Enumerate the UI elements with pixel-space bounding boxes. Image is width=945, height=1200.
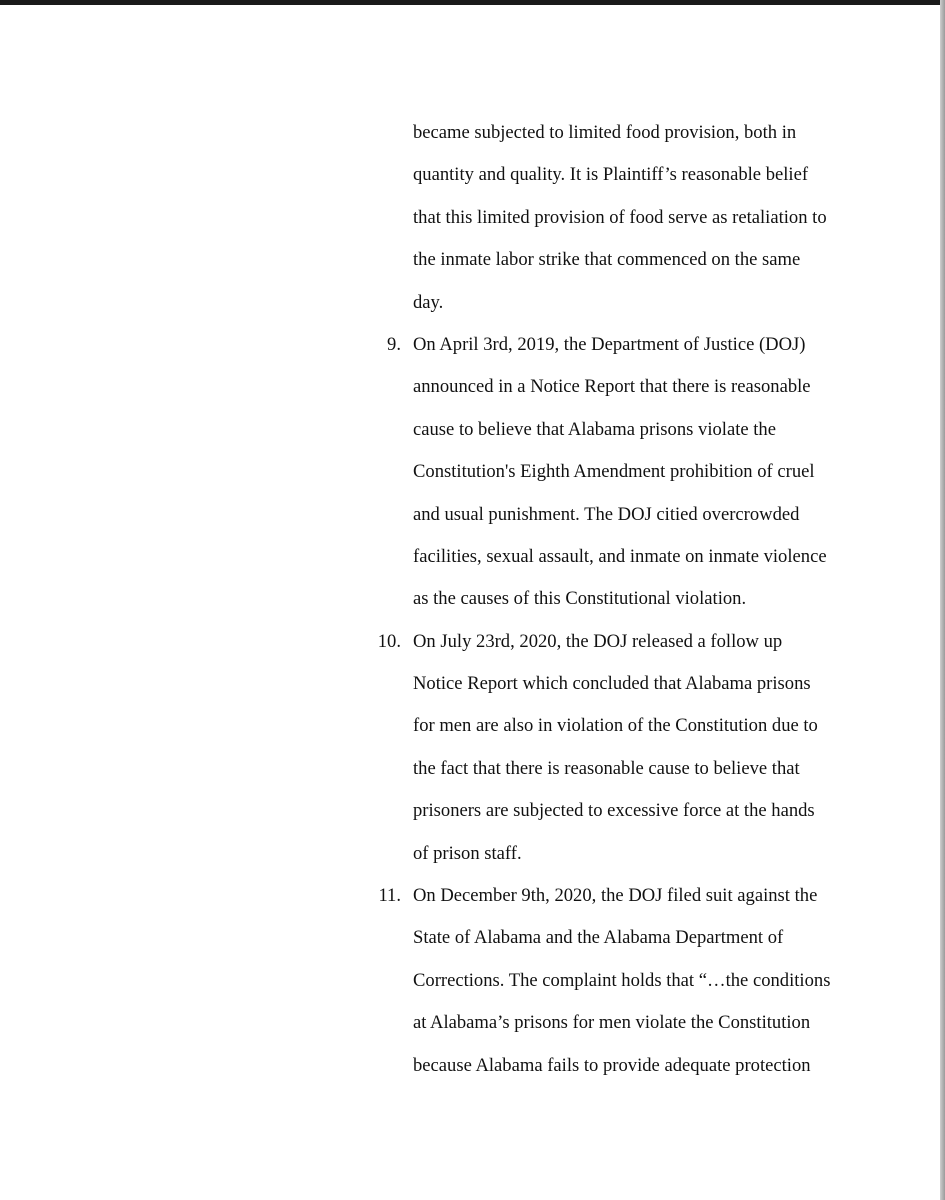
document-page xyxy=(0,5,940,1200)
text-line: the inmate labor strike that commenced on the same xyxy=(413,249,801,271)
paragraph-number: 9. xyxy=(387,333,401,355)
text-line: Corrections. The complaint holds that “…the conditions xyxy=(413,969,831,991)
text-line: Notice Report which concluded that Alabama prisons xyxy=(413,673,811,695)
text-line: facilities, sexual assault, and inmate on inmate violence xyxy=(413,545,827,567)
text-line: for men are also in violation of the Constitution due to xyxy=(413,715,818,737)
text-line: of prison staff. xyxy=(413,842,522,864)
paragraph-10 xyxy=(377,621,853,875)
text-line: quantity and quality. It is Plaintiff’s reasonable belief xyxy=(413,164,809,186)
text-line: State of Alabama and the Alabama Department of xyxy=(413,927,784,949)
text-line: Constitution's Eighth Amendment prohibition of cruel xyxy=(413,461,815,483)
text-line: as the causes of this Constitutional violation. xyxy=(413,588,747,610)
text-line: cause to believe that Alabama prisons violate the xyxy=(413,418,776,440)
paragraph-9 xyxy=(387,324,853,621)
text-line: the fact that there is reasonable cause to believe that xyxy=(413,757,800,779)
page-edge xyxy=(940,0,945,1200)
text-line: that this limited provision of food serve as retaliation to xyxy=(413,206,827,228)
document-body xyxy=(377,112,853,1087)
text-line: and usual punishment. The DOJ citied overcrowded xyxy=(413,503,800,525)
paragraph-number: 11. xyxy=(378,885,401,907)
paragraph-11 xyxy=(378,875,853,1087)
text-line: On December 9th, 2020, the DOJ filed suit against the xyxy=(413,885,818,907)
text-line: at Alabama’s prisons for men violate the Constitution xyxy=(413,1012,811,1034)
text-line: became subjected to limited food provision, both in xyxy=(413,122,797,143)
paragraph-continued xyxy=(413,112,853,324)
text-line: On July 23rd, 2020, the DOJ released a follow up xyxy=(413,630,783,652)
text-line: day. xyxy=(413,291,444,313)
text-line: prisoners are subjected to excessive force at the hands xyxy=(413,800,815,822)
text-line: On April 3rd, 2019, the Department of Justice (DOJ) xyxy=(413,333,806,355)
text-line: because Alabama fails to provide adequate protection xyxy=(413,1054,811,1076)
paragraph-number: 10. xyxy=(377,630,401,652)
text-line: announced in a Notice Report that there is reasonable xyxy=(413,376,811,398)
